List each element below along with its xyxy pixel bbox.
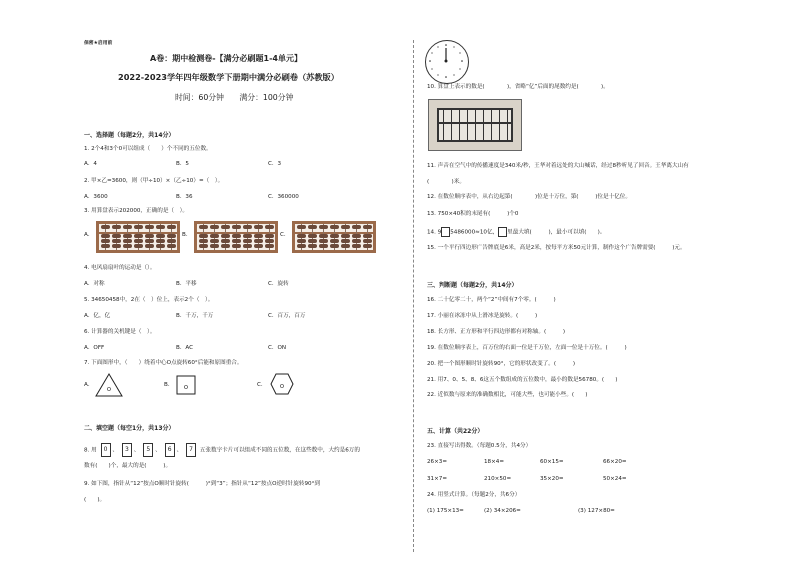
abacus-bead <box>330 244 339 248</box>
digit-card-3: 3 <box>122 443 132 457</box>
q8-prefix: 8. 用 <box>84 447 97 454</box>
abacus-bead <box>232 239 241 243</box>
abacus-bead <box>330 239 339 243</box>
abacus-bead <box>101 234 110 238</box>
exam-title: A卷：期中检测卷-【满分必刷题1-4单元】 <box>150 54 302 63</box>
judge-item: 20. 把一个图形顺时针旋转90°，它的形状改变了。( ) <box>427 361 576 367</box>
abacus-rod <box>483 110 484 140</box>
abacus-bead <box>352 239 361 243</box>
shape-center-label: O <box>280 384 284 390</box>
abacus-rod <box>499 110 500 140</box>
q3-option-a: A． <box>84 232 94 238</box>
calc-cell: 18×4= <box>484 459 505 465</box>
vertical-calc-cell: (2) 34×206= <box>484 508 521 514</box>
abacus-rod <box>507 110 508 140</box>
abacus-bead <box>210 234 219 238</box>
abacus-bead <box>297 239 306 243</box>
abacus-bead <box>199 244 208 248</box>
abacus-bead <box>308 239 317 243</box>
q1-option-b: B．5 <box>176 161 189 167</box>
abacus-bead <box>254 239 263 243</box>
question-24: 24. 用竖式计算。（每题2分，共6分） <box>427 492 521 498</box>
abacus-bead <box>352 244 361 248</box>
question-11: 11. 声音在空气中的传播速度是340米/秒，王华对着远处的大山喊话，经过8秒听见了回音。王华离大山有 <box>427 163 689 169</box>
abacus-bead <box>167 234 176 238</box>
abacus-bead <box>123 234 132 238</box>
question-23: 23. 直接写出得数。（每题0.5分，共4分） <box>427 443 532 449</box>
abacus-bead <box>210 244 219 248</box>
abacus-bead <box>243 239 252 243</box>
abacus-bead <box>145 225 154 229</box>
abacus-bead <box>265 225 274 229</box>
q14-mid: 5486000≈10亿， <box>450 229 499 236</box>
section-3-title: 三、判断题（每题2分，共14分） <box>427 282 518 289</box>
abacus-bead <box>123 244 132 248</box>
abacus-bead <box>221 225 230 229</box>
abacus-bead <box>221 244 230 248</box>
q9-line-2: ( )。 <box>84 497 106 503</box>
abacus-bead <box>134 225 143 229</box>
calc-cell: 60×15= <box>540 459 564 465</box>
judge-item: 16. 二十亿零二十，两个“2”中间有7个零。( ) <box>427 297 556 303</box>
q6-option-a: A．OFF <box>84 345 105 351</box>
q7-option-c: C． <box>257 382 267 388</box>
blank-square <box>441 227 450 237</box>
judge-item: 18. 长方形、正方形和平行四边形都有对称轴。( ) <box>427 329 566 335</box>
abacus-bead <box>167 239 176 243</box>
abacus-bead <box>341 225 350 229</box>
abacus-bead <box>156 225 165 229</box>
q8-text: 五张数字卡片可以组成不同的五位数，在这些数中，大约是6万的 <box>199 447 360 454</box>
abacus-bead <box>101 244 110 248</box>
abacus-bead <box>221 234 230 238</box>
vertical-calc-cell: (1) 175×13= <box>427 508 464 514</box>
abacus-rod <box>459 110 460 140</box>
digit-card-5: 5 <box>143 443 153 457</box>
judge-item: 17. 小丽在冰冻中从上滑冰是旋转。( ) <box>427 313 538 319</box>
abacus-bead <box>156 234 165 238</box>
q6-option-b: B．AC <box>176 345 194 351</box>
abacus-bead <box>145 239 154 243</box>
abacus-bead <box>330 234 339 238</box>
abacus-bead <box>232 225 241 229</box>
q4-option-a: A．对称 <box>84 281 105 287</box>
hexagon-shape-icon <box>270 373 294 395</box>
question-13: 13. 750×40积的末尾有( )个0 <box>427 211 519 217</box>
question-3: 3. 用算盘表示202000，正确的是（ ）。 <box>84 208 188 214</box>
abacus-bead <box>363 225 372 229</box>
section-1-title: 一、选择题（每题2分，共14分） <box>84 132 175 139</box>
abacus-photo-icon <box>428 99 522 151</box>
abacus-bead <box>330 225 339 229</box>
abacus-bead <box>319 244 328 248</box>
abacus-bead <box>101 225 110 229</box>
abacus-bead <box>134 239 143 243</box>
q2-option-b: B．36 <box>176 194 193 200</box>
judge-item: 21. 用7、0、5、8、6这五个数组成的五位数中，最小的数是56780。( ) <box>427 377 618 383</box>
calc-cell: 26×3= <box>427 459 448 465</box>
q2-option-c: C．360000 <box>268 194 299 200</box>
abacus-rod <box>443 110 444 140</box>
question-2: 2. 甲×乙=3600，则（甲÷10）×（乙÷10）=（ ）。 <box>84 178 224 184</box>
q3-option-b: B． <box>182 232 192 238</box>
question-14 <box>427 227 605 237</box>
question-7: 7. 下面图形中，（ ）绕着中心O点旋转60°后能和原图重合。 <box>84 360 243 366</box>
q4-option-c: C．旋转 <box>268 281 289 287</box>
digit-card-0: 0 <box>101 443 111 457</box>
abacus-bead <box>363 234 372 238</box>
abacus-bead <box>210 239 219 243</box>
abacus-bead <box>221 239 230 243</box>
clock-icon <box>425 40 469 84</box>
abacus-bead <box>199 225 208 229</box>
abacus-bead <box>308 225 317 229</box>
abacus-bead <box>254 225 263 229</box>
question-4: 4. 电风扇扇叶的运动是（）。 <box>84 265 156 271</box>
triangle-shape-icon <box>94 372 124 398</box>
q5-option-b: B．千万，千万 <box>176 313 214 319</box>
digit-card-7: 7 <box>186 443 196 457</box>
q6-option-c: C．ON <box>268 345 287 351</box>
q7-option-a: A． <box>84 382 94 388</box>
abacus-bead <box>232 234 241 238</box>
abacus-bead <box>363 239 372 243</box>
q8-line-2: 数有( )个，最大的是( )。 <box>84 463 172 469</box>
abacus-bead <box>308 244 317 248</box>
abacus-rod <box>451 110 452 140</box>
abacus-bead <box>232 244 241 248</box>
abacus-bead <box>167 225 176 229</box>
abacus-bead <box>341 244 350 248</box>
abacus-bead <box>101 239 110 243</box>
abacus-bead <box>112 225 121 229</box>
q1-option-c: C．3 <box>268 161 282 167</box>
abacus-bead <box>167 244 176 248</box>
q3-option-c: C． <box>280 232 290 238</box>
question-5: 5. 34650458中，2在（ ）位上，表示2个（ ）。 <box>84 297 214 303</box>
abacus-bead <box>297 234 306 238</box>
abacus-rod <box>475 110 476 140</box>
abacus-bead <box>243 244 252 248</box>
abacus-bead <box>123 239 132 243</box>
abacus-bead <box>243 225 252 229</box>
q7-option-b: B． <box>164 382 174 388</box>
calc-cell: 210×50= <box>484 476 512 482</box>
abacus-bead <box>112 239 121 243</box>
abacus-bead <box>297 225 306 229</box>
abacus-bead <box>265 244 274 248</box>
abacus-bead <box>319 234 328 238</box>
abacus-b-icon <box>194 221 278 253</box>
abacus-bead <box>341 239 350 243</box>
abacus-bead <box>319 225 328 229</box>
calc-cell: 35×20= <box>540 476 564 482</box>
question-6: 6. 计算器的关机键是（ ）。 <box>84 329 156 335</box>
question-12: 12. 在数位顺序表中，从右边起第( )位是十万位，第( )位是十亿位。 <box>427 194 631 200</box>
abacus-bead <box>199 234 208 238</box>
q5-option-c: C．百万，百万 <box>268 313 306 319</box>
exam-meta: 时间：60分钟 满分：100分钟 <box>175 93 294 102</box>
shape-center-label: O <box>184 385 188 391</box>
judge-item: 19. 在数位顺序表上，百万位的右面一位是千万位，左面一位是十万位。( ) <box>427 345 627 351</box>
question-1: 1. 2个4和3个0可以组成（ ）个不同的五位数。 <box>84 146 212 152</box>
abacus-bead <box>297 244 306 248</box>
secret-label: 保密★启用前 <box>84 41 113 46</box>
q1-option-a: A．4 <box>84 161 97 167</box>
abacus-bead <box>134 234 143 238</box>
section-5-title: 五、计算（共22分） <box>427 428 484 435</box>
abacus-bead <box>363 244 372 248</box>
q5-option-a: A．亿，亿 <box>84 313 111 319</box>
abacus-bead <box>254 244 263 248</box>
abacus-bead <box>156 244 165 248</box>
abacus-bead <box>112 244 121 248</box>
abacus-bead <box>308 234 317 238</box>
abacus-bead <box>123 225 132 229</box>
digit-card-6: 6 <box>165 443 175 457</box>
exam-subtitle: 2022-2023学年四年级数学下册期中满分必刷卷（苏教版） <box>118 72 339 82</box>
calc-cell: 66×20= <box>603 459 627 465</box>
abacus-bead <box>265 234 274 238</box>
q14-post: 里最大填( )，最小可以填( )。 <box>507 229 606 236</box>
abacus-rod <box>491 110 492 140</box>
shape-center-label: O <box>107 387 111 393</box>
abacus-bead <box>243 234 252 238</box>
abacus-c-icon <box>292 221 376 253</box>
abacus-bead <box>254 234 263 238</box>
vertical-calc-cell: (3) 127×80= <box>578 508 615 514</box>
abacus-bead <box>134 244 143 248</box>
abacus-rod <box>467 110 468 140</box>
abacus-bead <box>210 225 219 229</box>
abacus-bead <box>341 234 350 238</box>
abacus-a-icon <box>96 221 180 253</box>
question-9: 9. 如下图，指针从“12”按点O顺时针旋转( )°到“3”；指针从“12”按点O逆时针旋转90°到 <box>84 481 320 487</box>
abacus-bead <box>145 234 154 238</box>
abacus-bead <box>352 225 361 229</box>
abacus-bead <box>199 239 208 243</box>
blank-square <box>498 227 507 237</box>
abacus-bead <box>156 239 165 243</box>
abacus-bead <box>265 239 274 243</box>
section-2-title: 二、填空题（每空1分，共13分） <box>84 425 175 432</box>
abacus-bead <box>352 234 361 238</box>
q4-option-b: B．平移 <box>176 281 197 287</box>
question-10: 10. 算盘上表示的数是( )，省略“亿”后面的尾数约是( )。 <box>427 84 609 90</box>
column-divider <box>413 40 414 552</box>
calc-cell: 50×24= <box>603 476 627 482</box>
judge-item: 22. 近似数与原来的准确数相比，可能大些，也可能小些。( ) <box>427 392 588 398</box>
square-shape-icon <box>176 375 196 395</box>
question-8: 8. 用 0 、 3 、 5 、 6 、 7 五张数字卡片可以组成不同的五位数，在这些数中，大约是6万的 <box>84 443 360 457</box>
abacus-bead <box>145 244 154 248</box>
calc-cell: 31×7= <box>427 476 448 482</box>
q14-prefix: 14. 9 <box>427 229 442 236</box>
abacus-bead <box>112 234 121 238</box>
abacus-bead <box>319 239 328 243</box>
q2-option-a: A．3600 <box>84 194 108 200</box>
question-15: 15. 一个平行四边形广告牌底是6米，高是2米，按每平方米50元计算，制作这个广告牌需要( )元。 <box>427 245 686 251</box>
q11-line-2: ( )米。 <box>427 179 465 185</box>
